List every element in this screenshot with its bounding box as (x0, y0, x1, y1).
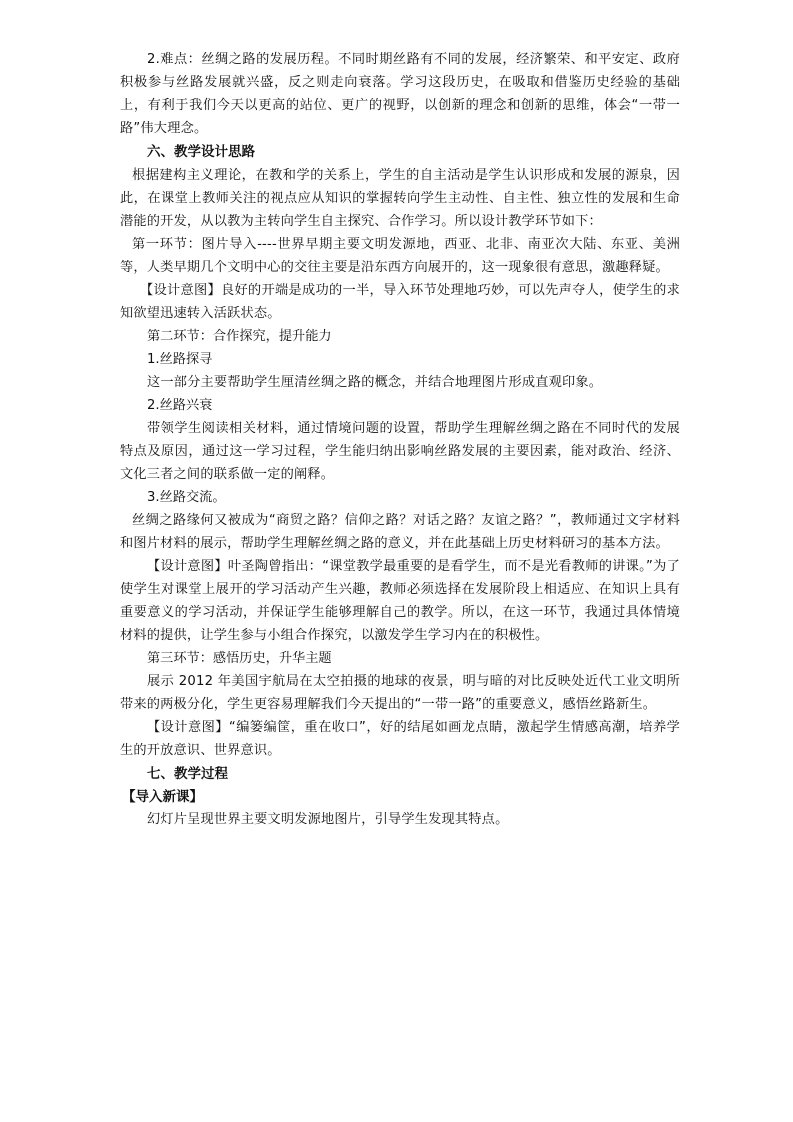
step1-paragraph: 第一环节：图片导入----世界早期主要文明发源地，西亚、北非、南亚次大陆、东亚、美洲等，人类早期几个文明中心的交往主要是沿东西方向展开的，这一现象很有意思，激趣释疑。 (120, 237, 680, 275)
difficulty-paragraph: 2.难点：丝绸之路的发展历程。不同时期丝路有不同的发展，经济繁荣、和平安定、政府积极参与丝路发展就兴盛，反之则走向衰落。学习这段历史，在吸取和借鉴历史经验的基础上，有利于我们今天以更高的站位、更广的视野，以创新的理念和创新的思维，体会“一带一路”伟大理念。 (120, 52, 680, 136)
step2-sub3-title: 3.丝路交流。 (147, 490, 226, 505)
intro-desc: 幻灯片呈现世界主要文明发源地图片，引导学生发现其特点。 (147, 812, 509, 827)
design-intent-3: 【设计意图】“编篓编筐，重在收口”，好的结尾如画龙点睛，激起学生情感高潮，培养学生的开放意识、世界意识。 (120, 720, 680, 758)
step2-sub3-desc: 丝绸之路缘何又被成为“商贸之路？信仰之路？对话之路？友谊之路？”，教师通过文字材料和图片材料的展示，帮助学生理解丝绸之路的意义，并在此基础上历史材料研习的基本方法。 (120, 513, 680, 551)
section-heading-design-thinking: 六、教学设计思路 (147, 144, 255, 160)
design-intent-2: 【设计意图】叶圣陶曾指出：“课堂教学最重要的是看学生，而不是光看教师的讲课。”为了使学生对课堂上展开的学习活动产生兴趣，教师必须选择在发展阶段上相适应、在知识上具有重要意义的学习活动，并保证学生能够理解自己的教学。所以，在这一环节，我通过具体情境材料的提供，让学生参与小组合作探究，以激发学生学习内在的积极性。 (120, 559, 680, 643)
step3-title: 第三环节：感悟历史，升华主题 (147, 651, 332, 666)
step3-desc: 展示 2012 年美国宇航局在太空拍摄的地球的夜景，明与暗的对比反映处近代工业文明所带来的两极分化，学生更容易理解我们今天提出的“一带一路”的重要意义，感悟丝路新生。 (120, 674, 680, 712)
step2-sub1-title: 1.丝路探寻 (147, 352, 213, 367)
document-page (120, 48, 680, 831)
step2-sub2-title: 2.丝路兴衰 (147, 398, 213, 413)
design-intent-1: 【设计意图】良好的开端是成功的一半，导入环节处理地巧妙，可以先声夺人，使学生的求知欲望迅速转入活跃状态。 (120, 283, 680, 321)
theory-paragraph: 根据建构主义理论，在教和学的关系上，学生的自主活动是学生认识形成和发展的源泉，因此，在课堂上教师关注的视点应从知识的掌握转向学生主动性、自主性、独立性的发展和生命潜能的开发，从以教为主转向学生自主探究、合作学习。所以设计教学环节如下： (120, 168, 680, 229)
step2-sub1-desc: 这一部分主要帮助学生厘清丝绸之路的概念，并结合地理图片形成直观印象。 (147, 375, 603, 390)
step2-sub2-desc: 带领学生阅读相关材料，通过情境问题的设置，帮助学生理解丝绸之路在不同时代的发展特点及原因，通过这一学习过程，学生能归纳出影响丝路发展的主要因素，能对政治、经济、文化三者之间的联系做一定的阐释。 (120, 421, 680, 482)
section-heading-teaching-process: 七、教学过程 (147, 766, 228, 782)
step2-title: 第二环节：合作探究，提升能力 (147, 329, 332, 344)
intro-heading: 【导入新课】 (122, 789, 203, 805)
